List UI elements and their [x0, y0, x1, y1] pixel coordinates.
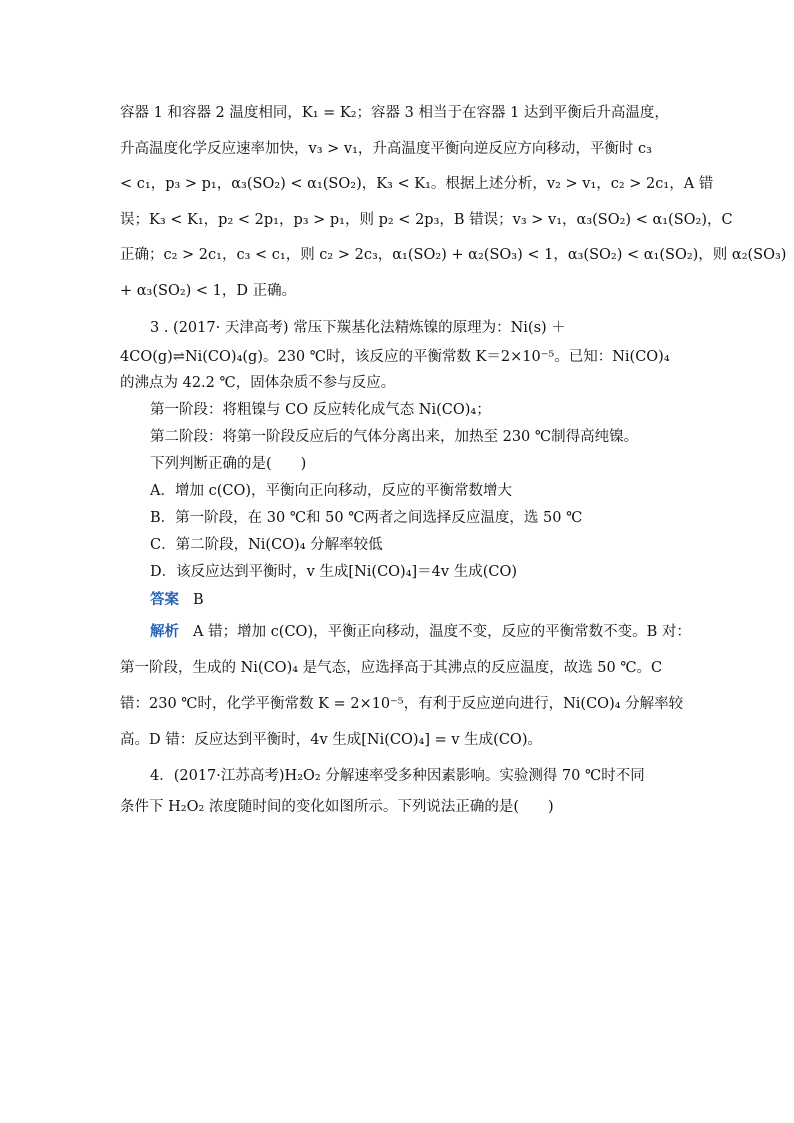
answer-value: B: [193, 592, 204, 608]
question-3-option-a: A．增加 c(CO)，平衡向正向移动，反应的平衡常数增大: [150, 483, 512, 499]
explanation-line-6: + α₃(SO₂) < 1，D 正确。: [120, 283, 297, 299]
question-3-analysis-line-4: 高。D 错：反应达到平衡时，4v 生成[Ni(CO)₄] = v 生成(CO)。: [120, 732, 542, 748]
question-3-analysis-line-2: 第一阶段，生成的 Ni(CO)₄ 是气态，应选择高于其沸点的反应温度，故选 50 ℃。C: [120, 660, 663, 676]
question-3-prompt: 下列判断正确的是( ): [150, 456, 307, 472]
explanation-line-4: 误；K₃ < K₁，p₂ < 2p₁，p₃ > p₁，则 p₂ < 2p₃，B 错误；v₃ > v₁，α₃(SO₂) < α₁(SO₂)，C: [120, 212, 733, 228]
analysis-label: 解析: [150, 623, 179, 640]
question-3-stage-2: 第二阶段：将第一阶段反应后的气体分离出来，加热至 230 ℃制得高纯镍。: [150, 429, 639, 445]
question-4-stem-line-1: 4．(2017·江苏高考)H₂O₂ 分解速率受多种因素影响。实验测得 70 ℃时不同: [150, 768, 645, 784]
question-3-stem-line-3: 的沸点为 42.2 ℃，固体杂质不参与反应。: [120, 375, 396, 391]
explanation-line-3: < c₁，p₃ > p₁，α₃(SO₂) < α₁(SO₂)，K₃ < K₁。根据上述分析，v₂ > v₁，c₂ > 2c₁，A 错: [120, 176, 714, 192]
analysis-text-1: A 错；增加 c(CO)，平衡正向移动，温度不变，反应的平衡常数不变。B 对：: [193, 624, 691, 640]
answer-label: 答案: [150, 591, 179, 608]
question-3-stage-1: 第一阶段：将粗镍与 CO 反应转化成气态 Ni(CO)₄；: [150, 402, 491, 418]
question-3-stem-line-1: 3 . (2017· 天津高考) 常压下羰基化法精炼镍的原理为：Ni(s) ＋: [150, 320, 566, 336]
question-3-answer: [150, 590, 204, 610]
question-3-analysis-line-3: 错：230 ℃时，化学平衡常数 K = 2×10⁻⁵，有利于反应逆向进行，Ni(CO)₄ 分解率较: [120, 696, 684, 712]
question-3-option-c: C．第二阶段，Ni(CO)₄ 分解率较低: [150, 537, 383, 553]
question-3-option-b: B．第一阶段，在 30 ℃和 50 ℃两者之间选择反应温度，选 50 ℃: [150, 510, 583, 526]
explanation-line-1: 容器 1 和容器 2 温度相同，K₁ = K₂；容器 3 相当于在容器 1 达到平衡后升高温度，: [120, 105, 669, 121]
question-3-stem-line-2: 4CO(g)⇌Ni(CO)₄(g)。230 ℃时，该反应的平衡常数 K＝2×10⁻⁵。已知：Ni(CO)₄: [120, 349, 670, 365]
question-3-option-d: D．该反应达到平衡时，v 生成[Ni(CO)₄]＝4v 生成(CO): [150, 564, 517, 580]
explanation-line-5: 正确；c₂ > 2c₁，c₃ < c₁，则 c₂ > 2c₃，α₁(SO₂) + α₂(SO₃) < 1，α₃(SO₂) < α₁(SO₂)，则 α₂(SO₃): [120, 247, 787, 263]
question-4-stem-line-2: 条件下 H₂O₂ 浓度随时间的变化如图所示。下列说法正确的是( ): [120, 799, 554, 815]
question-3-analysis-line-1: [150, 622, 691, 642]
explanation-line-2: 升高温度化学反应速率加快，v₃ > v₁，升高温度平衡向逆反应方向移动，平衡时 c₃: [120, 141, 652, 157]
